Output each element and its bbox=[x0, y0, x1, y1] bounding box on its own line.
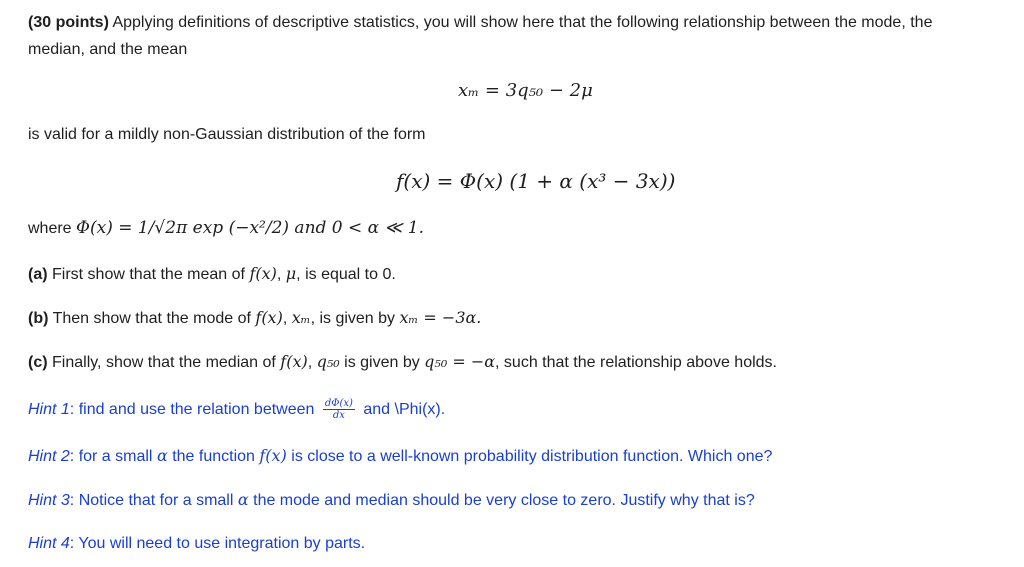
part-b-math-xm: xₘ bbox=[291, 308, 311, 327]
equation-mode-median-mean: xₘ = 3q₅₀ − 2μ bbox=[458, 80, 593, 101]
part-c-math-result: q₅₀ = −α bbox=[424, 352, 496, 371]
part-a-label: (a) bbox=[28, 266, 48, 283]
hint-3-text: : Notice that for a small bbox=[69, 492, 238, 509]
part-a-text: First show that the mean of bbox=[47, 266, 250, 283]
part-c-label: (c) bbox=[28, 354, 48, 371]
part-c-text-mid: is given by bbox=[339, 354, 425, 371]
part-a-text-end: , is equal to 0. bbox=[296, 266, 396, 283]
part-c-text-end: , such that the relationship above holds. bbox=[495, 354, 777, 371]
hint-1-text: : find and use the relation between bbox=[69, 401, 319, 418]
hint-4 bbox=[28, 534, 365, 554]
part-c-math-fx: f(x) bbox=[280, 352, 308, 371]
hint-3 bbox=[28, 490, 755, 511]
part-b bbox=[28, 308, 481, 329]
valid-text: is valid for a mildly non-Gaussian distribution of the form bbox=[28, 126, 426, 143]
hint-2 bbox=[28, 446, 772, 467]
hint-1 bbox=[28, 398, 445, 422]
derivative-fraction bbox=[323, 398, 355, 421]
fraction-denominator: dx bbox=[332, 410, 345, 422]
hint-3-text-end: the mode and median should be very close to zero. Justify why that is? bbox=[248, 492, 755, 509]
part-b-text-mid: , is given by bbox=[310, 310, 400, 327]
where-line bbox=[28, 218, 424, 239]
hint-4-text: : You will need to use integration by parts. bbox=[69, 535, 366, 552]
part-c-sep: , bbox=[307, 354, 317, 371]
hint-2-text: : for a small bbox=[69, 448, 157, 465]
intro-line-2: median, and the mean bbox=[28, 41, 188, 58]
part-a-math-fx: f(x) bbox=[249, 264, 277, 283]
part-a-sep: , bbox=[276, 266, 286, 283]
part-a bbox=[28, 264, 396, 285]
fraction-numerator: dΦ(x) bbox=[324, 398, 353, 410]
part-b-label: (b) bbox=[28, 310, 49, 327]
hint-1-text-end: and \Phi(x). bbox=[358, 401, 446, 418]
hint-4-label: Hint 4 bbox=[28, 535, 70, 552]
hint-2-label: Hint 2 bbox=[28, 448, 70, 465]
hint-2-math-alpha: α bbox=[156, 446, 168, 465]
hint-2-math-fx: f(x) bbox=[259, 446, 287, 465]
hint-2-text-mid: the function bbox=[167, 448, 260, 465]
part-b-text: Then show that the mode of bbox=[48, 310, 256, 327]
hint-2-text-end: is close to a well-known probability distribution function. Which one? bbox=[286, 448, 773, 465]
intro-text-1: Applying definitions of descriptive statistics, you will show here that the following relationship between the mode, the bbox=[108, 14, 933, 31]
equation-distribution: f(x) = Φ(x) (1 + α (x³ − 3x)) bbox=[396, 169, 676, 193]
part-c bbox=[28, 352, 777, 373]
part-b-math-fx: f(x) bbox=[255, 308, 283, 327]
where-prefix: where bbox=[28, 220, 77, 237]
part-a-math-mu: μ bbox=[285, 264, 297, 283]
points-label: (30 points) bbox=[28, 14, 109, 31]
intro-line-1 bbox=[28, 13, 932, 33]
hint-1-label: Hint 1 bbox=[28, 401, 70, 418]
hint-3-math-alpha: α bbox=[237, 490, 249, 509]
part-c-math-q50: q₅₀ bbox=[316, 352, 340, 371]
hint-3-label: Hint 3 bbox=[28, 492, 70, 509]
phi-definition: Φ(x) = 1/√2π exp (−x²/2) and 0 < α ≪ 1. bbox=[76, 218, 424, 238]
part-c-text: Finally, show that the median of bbox=[47, 354, 281, 371]
part-b-math-result: xₘ = −3α. bbox=[399, 308, 482, 327]
part-b-sep: , bbox=[282, 310, 292, 327]
